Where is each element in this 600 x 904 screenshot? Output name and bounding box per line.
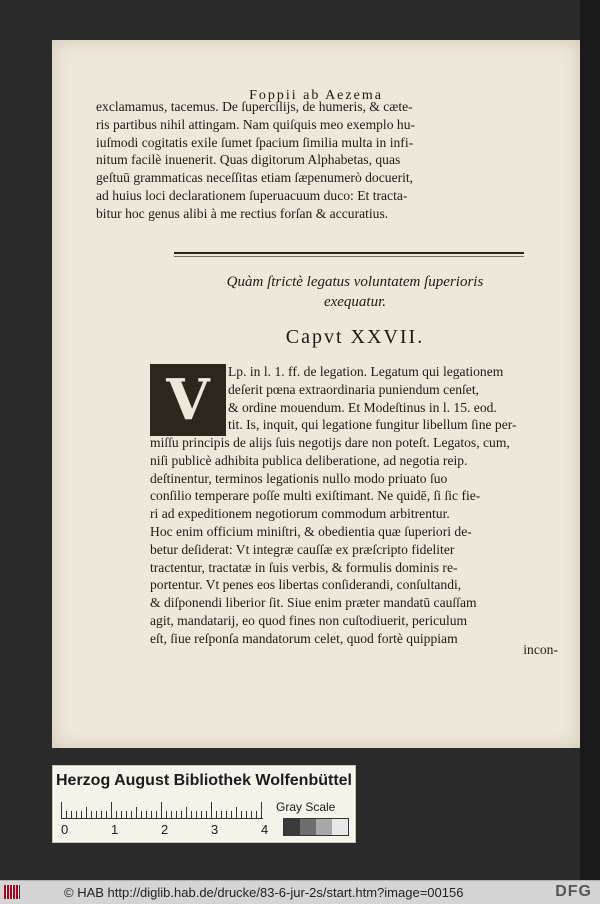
main-paragraph [150,434,510,648]
ruler-tick [111,802,112,818]
ruler-tick [256,811,257,818]
subtitle-line: Quàm ſtrictè legatus voluntatem ſuperioris [226,274,484,290]
section-rule-thin [174,256,524,257]
ruler-number: 4 [261,822,269,837]
ruler-tick [81,811,82,818]
text-line: ris partibus nihil attingam. Nam quiſquis meo exemplo hu- [96,116,416,132]
ruler-tick [136,807,137,818]
text-line: iuſmodi cogitatis exile ſumet ſpacium ſimilia multa in infi- [96,134,414,150]
ruler-tick [176,811,177,818]
ruler-tick [241,811,242,818]
text-line: ri ad expeditionem negotiorum commodum arbitrentur. [150,506,450,522]
ruler-number: 2 [161,822,169,837]
text-line: geſtuū grammaticas neceſſitas etiam ſæpenumerò docuerit, [96,170,414,186]
ruler-tick [96,811,97,818]
ruler-tick [156,811,157,818]
ruler-tick [261,802,262,818]
text-line: deſerit pœna extraordinaria puniendum cenſet, [228,381,480,397]
ruler-tick [106,811,107,818]
ruler-tick [251,811,252,818]
text-line: conſilio temperare poſſe multi exiſtimant. Ne quidē, ſi ſic fie- [150,488,481,504]
text-line: ad huius loci declarationem ſuperuacuum duco: Et tracta- [96,187,408,203]
viewer-footer [0,880,600,904]
ruler-tick [76,811,77,818]
book-spine [580,0,600,880]
ruler-tick [236,807,237,818]
text-line: eſt, ſiue reſponſa mandatorum celet, quod fortè quippiam [150,630,458,646]
text-line: agit, mandatarij, eo quod fines non cuſtodiuerit, periculum [150,612,468,628]
catchword: incon- [523,642,558,657]
ruler-tick [86,807,87,818]
ruler-tick [166,811,167,818]
ruler-tick [226,811,227,818]
ruler-tick [206,811,207,818]
ruler-tick [71,811,72,818]
gray-scale-swatches [283,818,349,836]
ruler-tick [211,802,212,818]
ruler-tick [161,802,162,818]
ruler-tick [181,811,182,818]
running-head: Foppii ab Aezema [249,88,383,103]
ruler-tick [221,811,222,818]
ruler-tick [191,811,192,818]
text-line: portentur. Vt penes eos libertas conſiderandi, conſultandi, [150,577,462,593]
ruler-tick [121,811,122,818]
ruler-number: 1 [111,822,119,837]
ruler-tick [131,811,132,818]
ruler-tick [246,811,247,818]
text-line: betur deſiderat: Vt integræ cauſſæ ex præſcripto fideliter [150,541,455,557]
initial-paragraph [228,363,517,434]
ruler-tick [216,811,217,818]
text-line: & ordine mouendum. Et Modeſtinus in l. 15. eod. [228,399,497,415]
dfg-logo: DFG [555,883,592,900]
section-rule [174,252,524,254]
ruler-tick [171,811,172,818]
chapter-heading: Capvt XXVII. [285,326,425,348]
ruler-number: 3 [211,822,219,837]
gray-swatch [300,819,316,835]
subtitle-line: exequatur. [323,294,387,310]
ruler-number: 0 [61,822,69,837]
ruler-tick [231,811,232,818]
text-line: niſi publicè adhibita publica deliberatione, ad negotia reip. [150,452,468,468]
text-line: & diſponendi liberior ſit. Siue enim præter mandatū cauſſam [150,595,477,611]
ruler-tick [91,811,92,818]
text-line: Lp. in l. 1. ff. de legation. Legatum qui legationem [228,364,504,379]
ruler-tick [146,811,147,818]
ruler-tick [116,811,117,818]
decorated-initial: V [150,364,226,436]
text-line: tit. Is, inquit, qui legatione fungitur libellum ſine per- [228,417,517,433]
gray-swatch [316,819,332,835]
text-line: bitur hoc genus alibi à me rectius forſan & accuratius. [96,205,389,221]
ruler-tick [101,811,102,818]
gray-swatch [332,819,348,835]
text-line: Hoc enim officium miniſtri, & obedientia quæ ſuperiori de- [150,523,472,539]
ruler-tick [201,811,202,818]
chapter-subtitle [150,272,560,312]
ruler-tick [186,807,187,818]
text-line: miſſu principis de alijs ſuis negotijs dare non poteſt. Legatos, cum, [150,435,510,450]
text-line: nitum facilè inuenerit. Quas digitorum Alphabetas, quas [96,152,401,168]
copyright-link[interactable]: © HAB http://diglib.hab.de/drucke/83-6-jur-2s/start.htm?image=00156 [64,885,464,900]
ruler-tick [61,802,62,818]
ruler-tick [141,811,142,818]
library-name: Herzog August Bibliothek Wolfenbüttel [56,772,352,789]
top-paragraph [96,98,536,223]
gray-scale-label: Gray Scale [276,800,336,814]
ruler-tick [151,811,152,818]
ruler-tick [126,811,127,818]
scale-ruler [61,800,263,819]
text-line: deſtinentur, terminos legationis nullo modo priuato ſuo [150,470,448,486]
text-line: tractentur, tractatæ in ſuis verbis, & formulis dominis re- [150,559,458,575]
gray-swatch [284,819,300,835]
ruler-tick [66,811,67,818]
hab-logo-icon [4,885,20,899]
ruler-tick [196,811,197,818]
scan-label [52,765,356,843]
text-line: exclamamus, tacemus. De ſupercilijs, de humeris, & cæte- [96,99,413,114]
